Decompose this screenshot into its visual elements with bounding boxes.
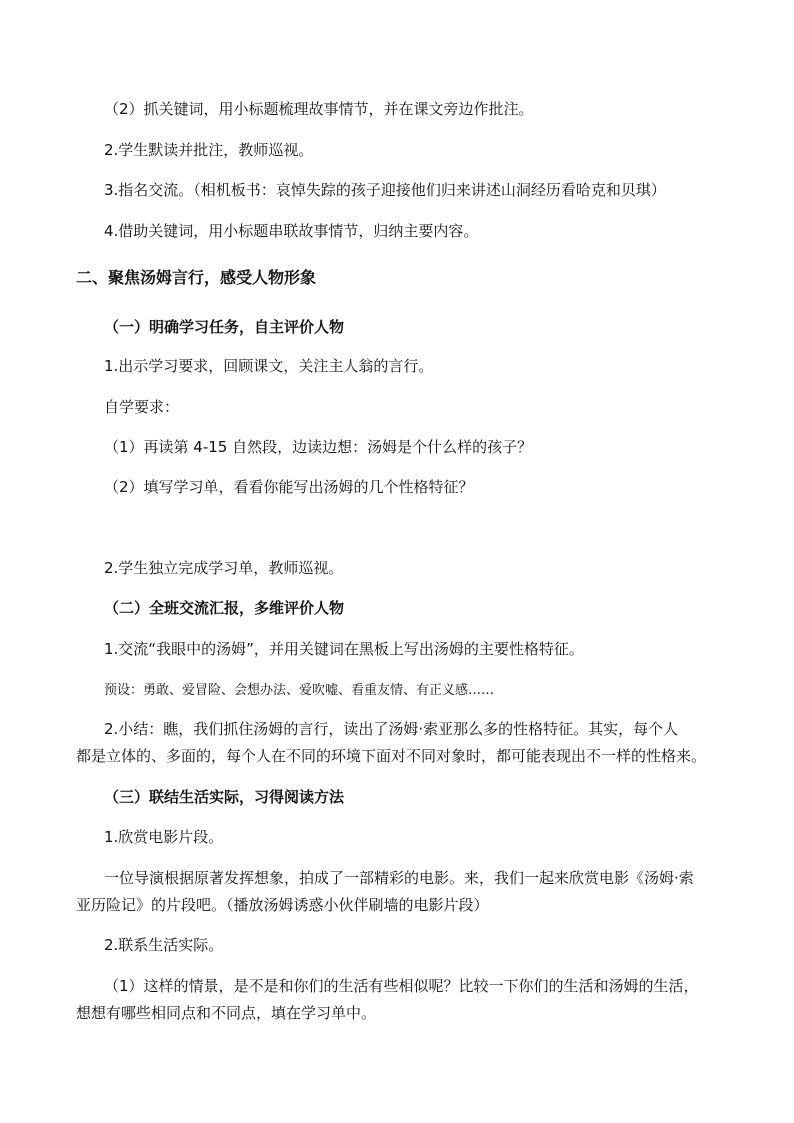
- compare-line-1: （1）这样的情景，是不是和你们的生活有些相似呢？比较一下你们的生活和汤姆的生活，: [104, 977, 699, 995]
- subsection-heading-three: （三）联结生活实际，习得阅读方法: [104, 788, 345, 806]
- step-watch-film: 1.欣赏电影片段。: [104, 828, 224, 846]
- film-paragraph-line-1: 一位导演根据原著发挥想象，拍成了一部精彩的电影。来，我们一起来欣赏电影《汤姆·索: [104, 869, 694, 887]
- step-my-tom: 1.交流“我眼中的汤姆”，并用关键词在黑板上写出汤姆的主要性格特征。: [104, 640, 584, 658]
- step-silent-reading: 2.学生默读并批注，教师巡视。: [104, 141, 314, 159]
- self-study-label: 自学要求：: [104, 398, 180, 416]
- requirement-worksheet: （2）填写学习单，看看你能写出汤姆的几个性格特征？: [104, 478, 474, 496]
- step-independent-work: 2.学生独立完成学习单，教师巡视。: [104, 559, 344, 577]
- film-paragraph-line-2: 亚历险记》的片段吧。（播放汤姆诱惑小伙伴刷墙的电影片段）: [76, 896, 489, 914]
- step-keywords-annotate: （2）抓关键词，用小标题梳理故事情节，并在课文旁边作批注。: [104, 100, 534, 118]
- section-heading-two: 二、聚焦汤姆言行，感受人物形象: [76, 268, 317, 287]
- subsection-heading-two: （二）全班交流汇报，多维评价人物: [104, 599, 345, 617]
- requirement-reread: （1）再读第 4-15 自然段，边读边想：汤姆是个什么样的孩子？: [104, 438, 533, 456]
- summary-line-2: 都是立体的、多面的，每个人在不同的环境下面对不同对象时，都可能表现出不一样的性格来。: [76, 747, 707, 765]
- preset-traits: 预设：勇敢、爱冒险、会想办法、爱吹嘘、看重友情、有正义感……: [104, 683, 495, 698]
- summary-line-1: 2.小结：瞧，我们抓住汤姆的言行，读出了汤姆·索亚那么多的性格特征。其实，每个人: [104, 720, 679, 738]
- compare-line-2: 想想有哪些相同点和不同点，填在学习单中。: [76, 1004, 377, 1022]
- subsection-heading-one: （一）明确学习任务，自主评价人物: [104, 318, 345, 336]
- step-show-requirements: 1.出示学习要求，回顾课文，关注主人翁的言行。: [104, 357, 434, 375]
- step-connect-life: 2.联系生活实际。: [104, 936, 224, 954]
- step-summarize: 4.借助关键词，用小标题串联故事情节，归纳主要内容。: [104, 222, 479, 240]
- step-exchange: 3.指名交流。（相机板书：哀悼失踪的孩子迎接他们归来讲述山洞经历看哈克和贝琪）: [104, 181, 666, 199]
